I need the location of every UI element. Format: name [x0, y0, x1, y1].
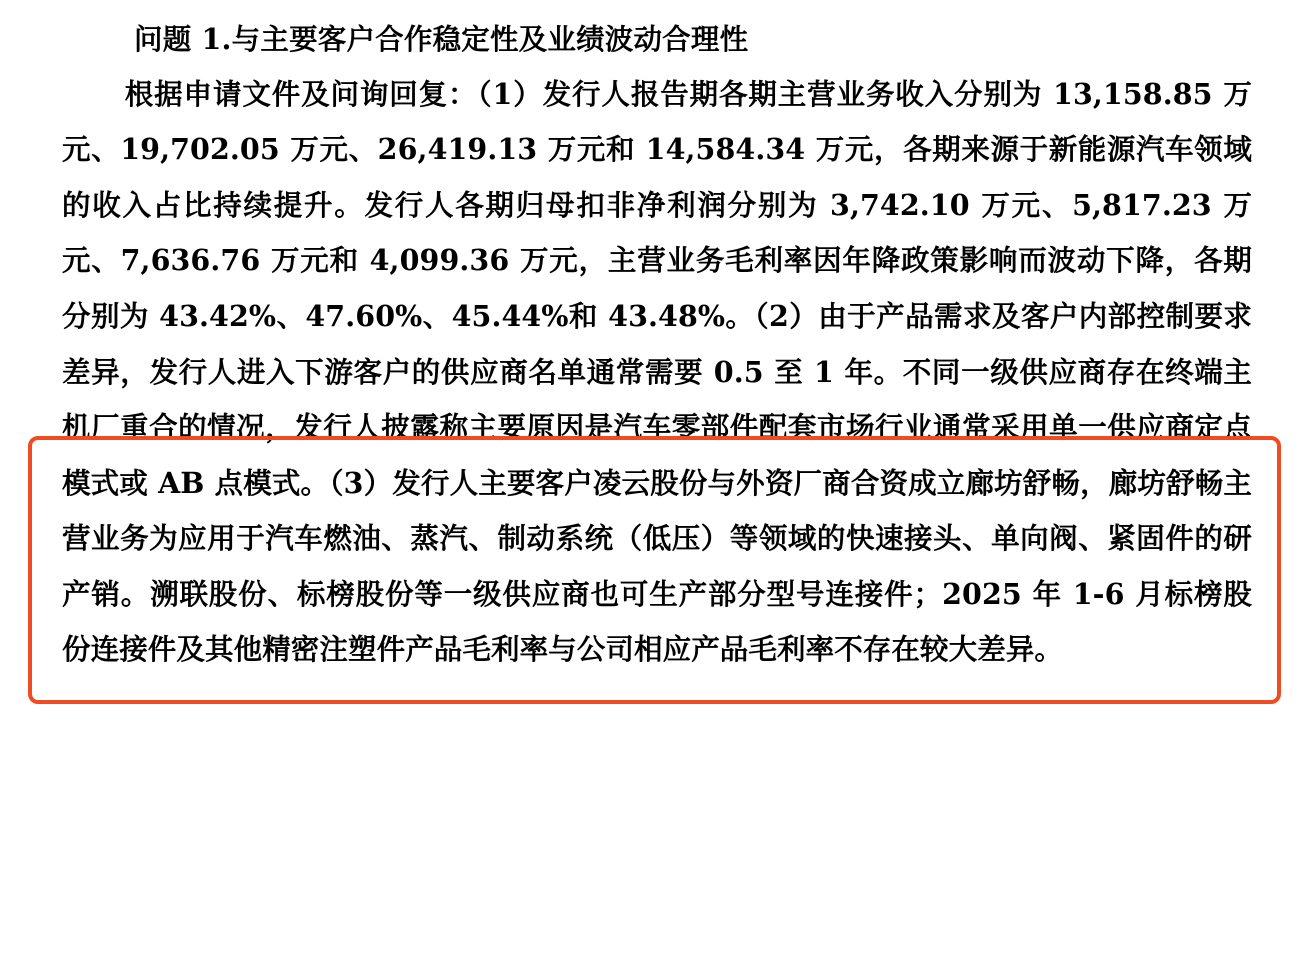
document-body	[62, 18, 1252, 678]
body-paragraph	[62, 67, 1252, 678]
paragraph-text: 根据申请文件及问询回复：（1）发行人报告期各期主营业务收入分别为 13,158.85 万元、19,702.05 万元、26,419.13 万元和 14,584.34 万元，各期来源于新能源汽车领域的收入占比持续提升。发行人各期归母扣非净利润分别为 3,742.10 万元、5,817.23 万元、7,636.76 万元和 4,099.36 万元，主营业务毛利率因年降政策影响而波动下降，各期分别为 43.42%、47.60%、45.44%和 43.48%。（2）由于产品需求及客户内部控制要求差异，发行人进入下游客户的供应商名单通常需要 0.5 至 1 年。不同一级供应商存在终端主机厂重合的情况，发行人披露称主要原因是汽车零部件配套市场行业通常采用单一供应商定点模式或 AB 点模式。（3）发行人主要客户凌云股份与外资厂商合资成立廊坊舒畅，廊坊舒畅主营业务为应用于汽车燃油、蒸汽、制动系统（低压）等领域的快速接头、单向阀、紧固件的研产销。溯联股份、标榜股份等一级供应商也可生产部分型号连接件；2025 年 1-6 月标榜股份连接件及其他精密注塑件产品毛利率与公司相应产品毛利率不存在较大差异。	[62, 76, 1252, 667]
page-title: 问题 1.与主要客户合作稳定性及业绩波动合理性	[134, 22, 749, 56]
